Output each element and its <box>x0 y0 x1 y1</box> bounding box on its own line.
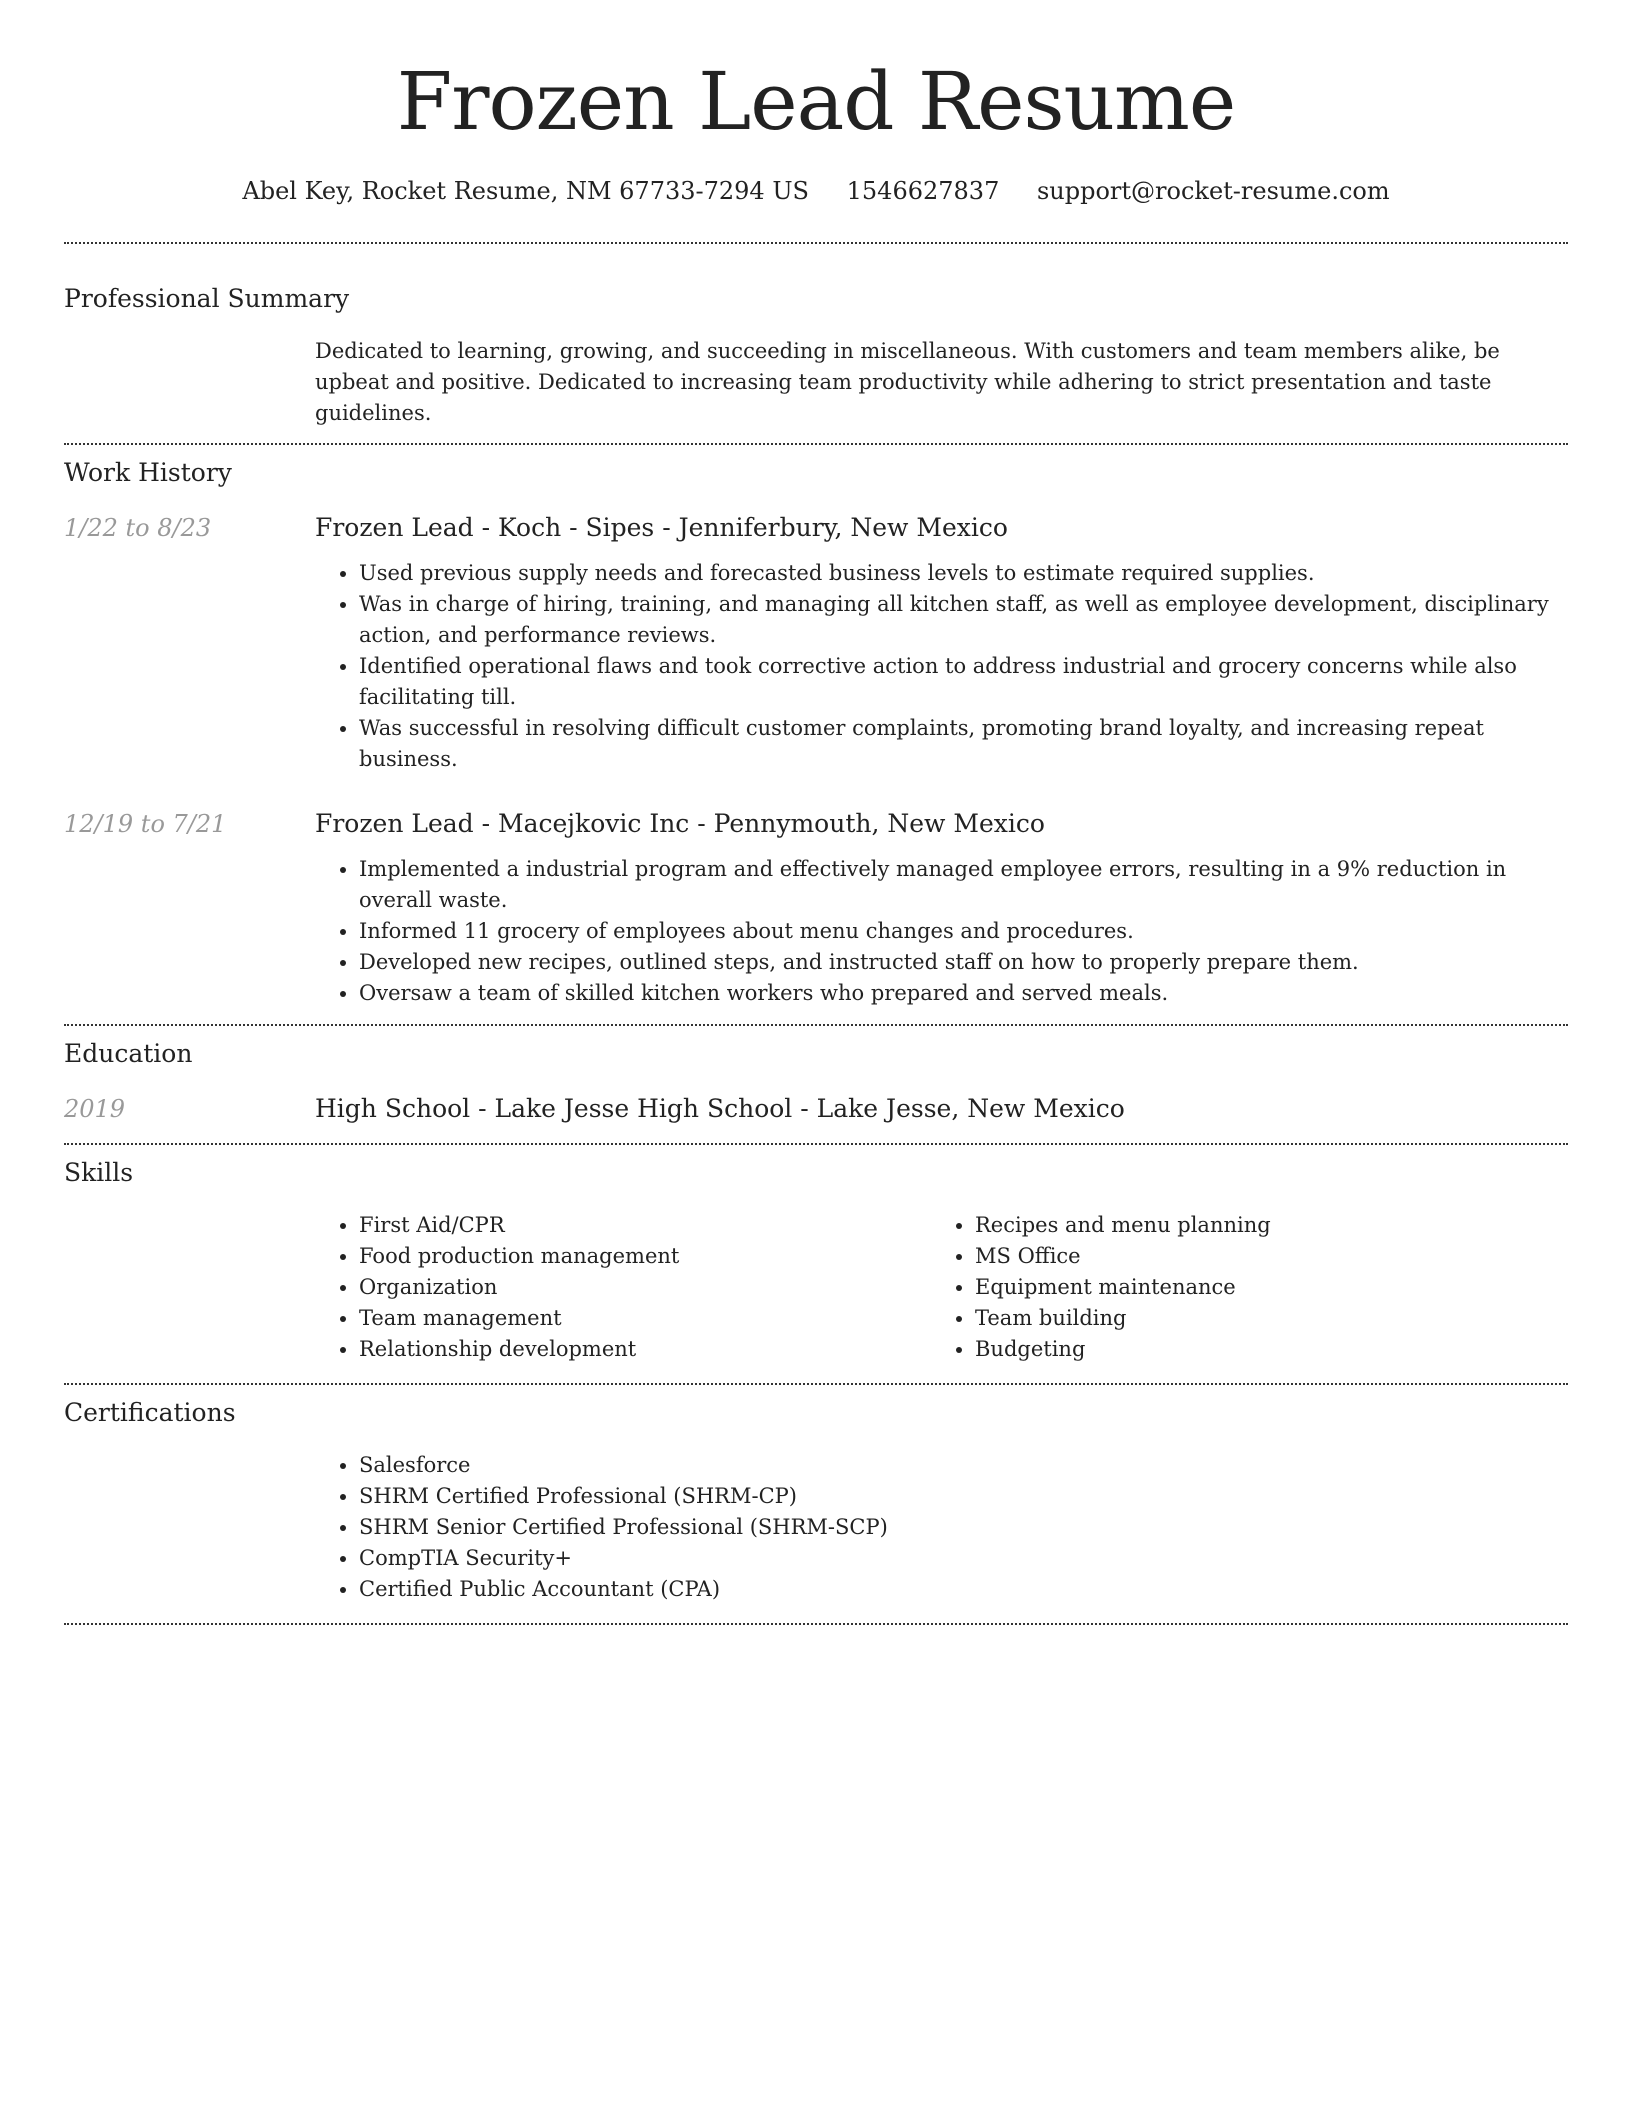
list-item: • Salesforce <box>359 1450 1568 1481</box>
education-entry: High School - Lake Jesse High School - Lake Jesse, New Mexico <box>315 1094 1125 1123</box>
list-item: • Developed new recipes, outlined steps, and instructed staff on how to properly prepare them. <box>359 947 1568 978</box>
list-item: • First Aid/CPR <box>359 1210 931 1241</box>
contact-address: Abel Key, Rocket Resume, NM 67733-7294 US <box>242 177 809 205</box>
list-item: • SHRM Senior Certified Professional (SHRM-SCP) <box>359 1512 1568 1543</box>
section-certifications <box>64 1385 1568 1623</box>
list-item: • MS Office <box>975 1241 1568 1272</box>
contact-line <box>64 174 1568 208</box>
list-item: • Was successful in resolving difficult customer complaints, promoting brand loyalty, and increasing repeat business. <box>359 713 1568 775</box>
list-item: • Budgeting <box>975 1334 1568 1365</box>
job-dates: 12/19 to 7/21 <box>64 810 227 838</box>
job-bullets <box>315 558 1568 775</box>
list-item: • Certified Public Accountant (CPA) <box>359 1574 1568 1605</box>
certifications-heading: Certifications <box>64 1398 236 1427</box>
summary-text: Dedicated to learning, growing, and succeeding in miscellaneous. With customers and team members alike, be upbeat and positive. Dedicated to increasing team productivity while adhering to strict presentation and taste guidelines. <box>315 339 1500 425</box>
list-item: • Food production management <box>359 1241 931 1272</box>
list-item: • Team management <box>359 1303 931 1334</box>
contact-phone: 1546627837 <box>846 177 1000 205</box>
section-work-history <box>64 445 1568 1024</box>
job-title: Frozen Lead - Macejkovic Inc - Pennymouth, New Mexico <box>315 809 1045 838</box>
skills-list-left <box>315 1210 931 1365</box>
list-item: • Implemented a industrial program and effectively managed employee errors, resulting in a 9% reduction in overall waste. <box>359 854 1568 916</box>
job-entry <box>64 808 1568 1024</box>
divider-certifications <box>64 1623 1568 1625</box>
section-summary <box>64 244 1568 443</box>
list-item: • Informed 11 grocery of employees about menu changes and procedures. <box>359 916 1568 947</box>
skills-grid <box>315 1210 1568 1365</box>
job-entry <box>64 512 1568 775</box>
list-item: • Team building <box>975 1303 1568 1334</box>
list-item: • CompTIA Security+ <box>359 1543 1568 1574</box>
list-item: • Organization <box>359 1272 931 1303</box>
list-item: • Was in charge of hiring, training, and managing all kitchen staff, as well as employee development, disciplinary action, and performance reviews. <box>359 589 1568 651</box>
summary-heading: Professional Summary <box>64 284 350 313</box>
work-heading: Work History <box>64 458 232 487</box>
skills-heading: Skills <box>64 1158 134 1187</box>
skills-list-right <box>931 1210 1568 1365</box>
certifications-list <box>315 1450 1568 1605</box>
education-heading: Education <box>64 1039 193 1068</box>
job-bullets <box>315 854 1568 1009</box>
job-title: Frozen Lead - Koch - Sipes - Jenniferbury, New Mexico <box>315 513 1008 542</box>
list-item: • Oversaw a team of skilled kitchen workers who prepared and served meals. <box>359 978 1568 1009</box>
education-year: 2019 <box>64 1095 126 1123</box>
list-item: • Identified operational flaws and took corrective action to address industrial and grocery concerns while also facilitating till. <box>359 651 1568 713</box>
list-item: • SHRM Certified Professional (SHRM-CP) <box>359 1481 1568 1512</box>
list-item: • Equipment maintenance <box>975 1272 1568 1303</box>
list-item: • Relationship development <box>359 1334 931 1365</box>
list-item: • Recipes and menu planning <box>975 1210 1568 1241</box>
resume-title: Frozen Lead Resume <box>396 55 1236 148</box>
contact-email: support@rocket-resume.com <box>1036 177 1390 205</box>
list-item: • Used previous supply needs and forecasted business levels to estimate required supplies. <box>359 558 1568 589</box>
section-skills <box>64 1145 1568 1383</box>
section-education <box>64 1026 1568 1143</box>
job-dates: 1/22 to 8/23 <box>64 514 212 542</box>
